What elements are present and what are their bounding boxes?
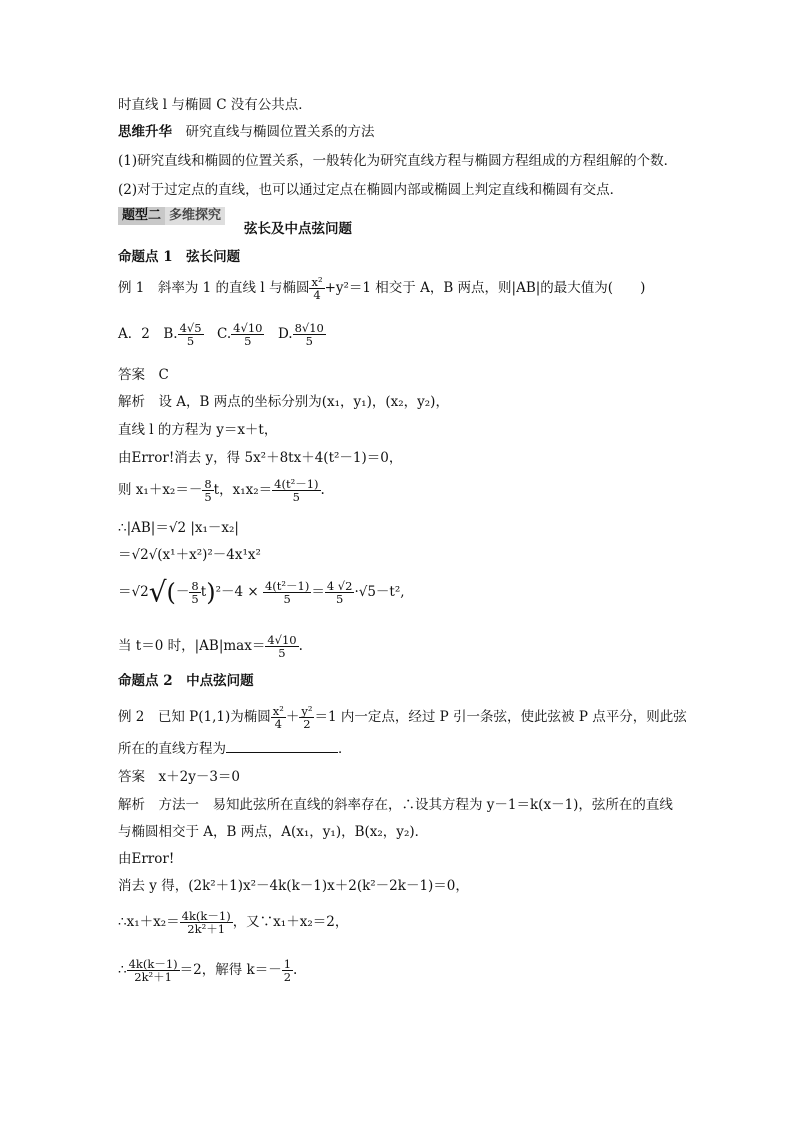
fraction: $\frac{4k(k-1)}{\text{2k²＋1}}$ (128, 957, 178, 984)
fraction: $\frac{4√5}{5}$ (179, 321, 202, 348)
fraction: $\frac{\text{4(t²－1)}}{5}$ (274, 477, 319, 504)
fraction: $\frac{4√10}{5}$ (267, 633, 297, 660)
fraction: $\frac{8√10}{5}$ (294, 321, 324, 348)
section-heading: 弦长及中点弦问题 (244, 221, 352, 237)
solution-line: ∴ $\frac{4k(k-1)}{\text{2k²＋1}}$ ＝2，解得 k＝－ $\frac{1}{2}$ . (118, 957, 298, 984)
summary-label: 思维升华 (118, 124, 172, 140)
fraction: $\frac{\text{y²}}{2}$ (301, 704, 313, 731)
answer-blank (226, 740, 338, 753)
fraction: $\frac{4√10}{5}$ (233, 321, 263, 348)
answer-line: 答案 C (118, 367, 169, 383)
fraction: $\frac{1}{2}$ (283, 957, 292, 984)
section-tag-category: 多维探究 (165, 207, 225, 225)
solution-line: 由Error! (118, 851, 175, 867)
example-1-text: +y²＝1 相交于 A，B 两点，则|AB|的最大值为( ) (324, 280, 646, 296)
solution-line: 当 t＝0 时，|AB|max＝ $\frac{4√10}{5}$ . (118, 633, 303, 660)
fraction: $\frac{8}{5}$ (191, 579, 199, 606)
solution-line: 解析 方法一 易知此弦所在直线的斜率存在，∴设其方程为 y－1＝k(x－1)，弦所在的直线 (118, 797, 673, 813)
section-tag-type: 题型二 (118, 207, 165, 225)
example-2-line: 所在的直线方程为 ． (118, 741, 352, 757)
fraction: $\frac{\text{4(t²－1)}}{5}$ (264, 579, 310, 606)
text-line: (1)研究直线和椭圆的位置关系，一般转化为研究直线方程与椭圆方程组成的方程组解的个数． (118, 153, 678, 169)
fraction: $\frac{4 √2}{5}$ (326, 579, 353, 606)
text-line: 时直线 l 与椭圆 C 没有公共点． (118, 97, 312, 113)
solution-line: 与椭圆相交于 A，B 两点，A(x₁，y₁)，B(x₂，y₂)． (118, 824, 429, 840)
fraction: $\frac{\text{x²}}{4}$ (311, 275, 323, 302)
fraction: $\frac{8}{5}$ (204, 477, 212, 504)
answer-line: 答案 x＋2y－3＝0 (118, 769, 241, 785)
fraction: $\frac{\text{x²}}{4}$ (272, 704, 284, 731)
solution-line: ∴|AB|＝√2 |x₁－x₂| (118, 520, 239, 536)
solution-line: 消去 y 得，(2k²＋1)x²－4k(k－1)x＋2(k²－2k－1)＝0， (118, 878, 469, 894)
subtopic-heading: 命题点 1 弦长问题 (118, 249, 241, 265)
solution-line: 由Error!消去 y，得 5x²＋8tx＋4(t²－1)＝0， (118, 450, 403, 466)
solution-line: 直线 l 的方程为 y＝x＋t， (118, 422, 278, 438)
example-1-line (118, 276, 645, 301)
subtopic-heading: 命题点 2 中点弦问题 (118, 673, 254, 689)
solution-line: ∴x₁＋x₂＝ $\frac{4k(k-1)}{\text{2k²＋1}}$ ，又∵x₁＋x₂＝2， (118, 909, 349, 936)
section-tag (118, 206, 225, 225)
text-line: (2)对于过定点的直线，也可以通过定点在椭圆内部或椭圆上判定直线和椭圆有交点． (118, 182, 624, 198)
fraction: $\frac{4k(k-1)}{\text{2k²＋1}}$ (181, 909, 231, 936)
summary-line (118, 123, 375, 141)
example-2-line: 例 2 已知 P(1,1)为椭圆 $\frac{\text{x²}}{4}$ ＋ $\frac{\text{y²}}{2}$ ＝1 内一定点，经过 P 引一条弦，使此弦被 P 点平分，则此弦 (118, 704, 687, 731)
solution-line: ＝√2√(x¹＋x²)²－4x¹x² (118, 547, 261, 563)
choices-line: A．2 B. $\frac{4√5}{5}$ C. $\frac{4√10}{5}$ D. $\frac{8√10}{5}$ (118, 321, 324, 348)
example-1-text: 例 1 斜率为 1 的直线 l 与椭圆 (118, 280, 310, 296)
summary-title: 研究直线与椭圆位置关系的方法 (185, 124, 375, 140)
solution-line: 解析 设 A，B 两点的坐标分别为(x₁，y₁)，(x₂，y₂)， (118, 394, 449, 410)
solution-line: ＝√2√(－ $\frac{8}{5}$ t)²－4 × $\frac{\text{4(t²－1)}}{5}$ ＝ $\frac{4 √2}{5}$ ·√5－t², (118, 575, 405, 609)
solution-line: 则 x₁＋x₂＝－ $\frac{8}{5}$ t，x₁x₂＝ $\frac{\text{4(t²－1)}}{5}$ . (118, 477, 325, 504)
